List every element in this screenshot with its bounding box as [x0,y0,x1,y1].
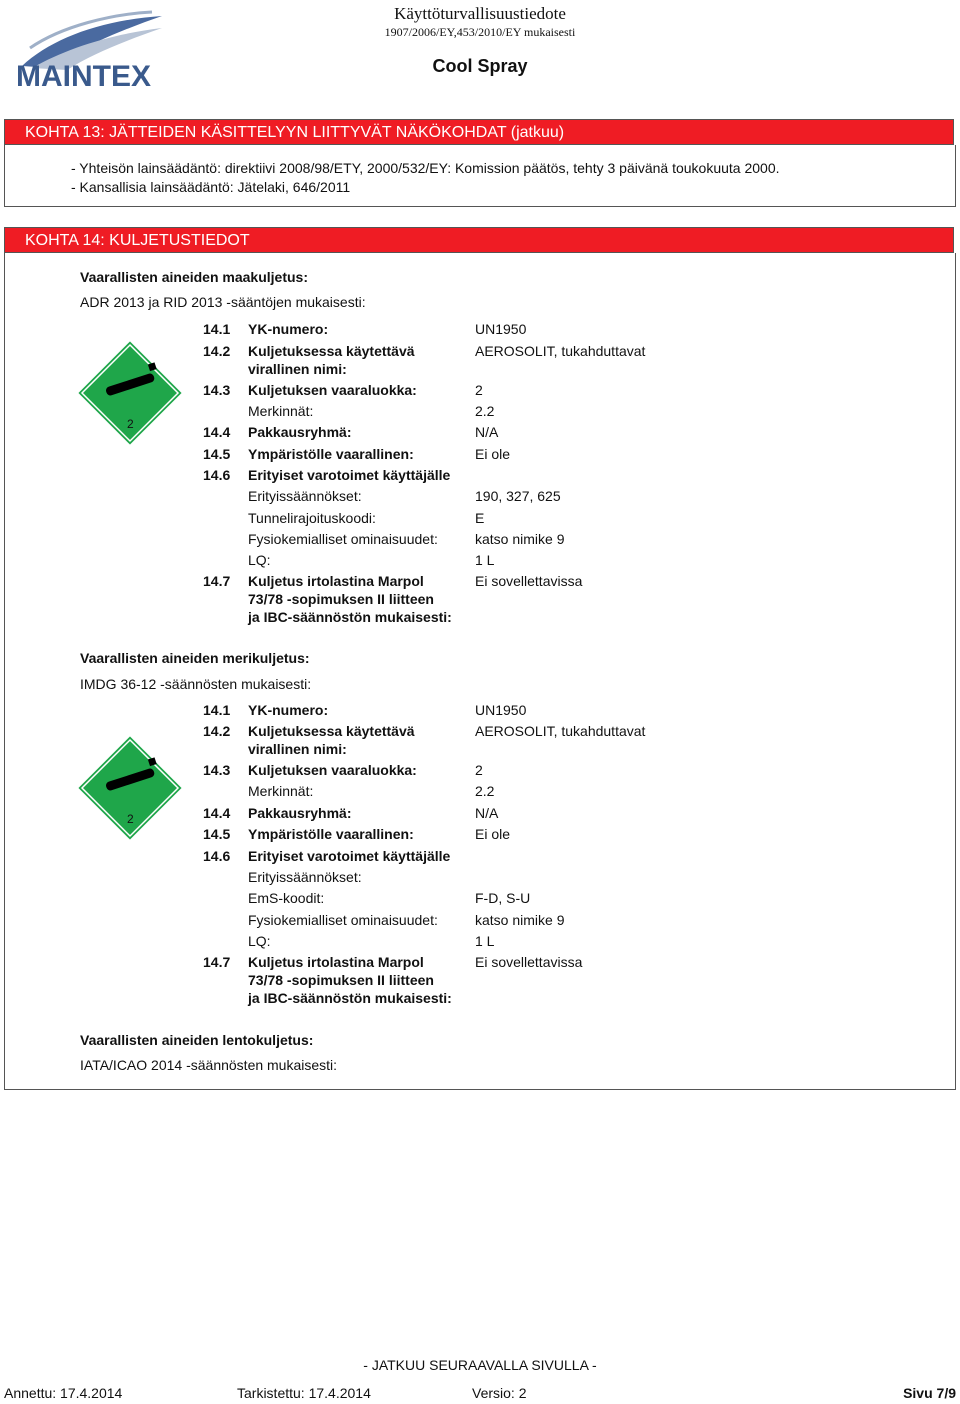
shipping-name-value: AEROSOLIT, tukahduttavat [475,343,646,359]
item-number: 14.4 [203,424,231,440]
section-14-banner: KOHTA 14: KULJETUSTIEDOT [4,227,954,253]
physchem-value: katso nimike 9 [475,531,565,547]
version: Versio: 2 [472,1385,527,1401]
labels-value: 2.2 [475,783,495,799]
bulk-transport-value: Ei sovellettavissa [475,573,583,589]
bulk-transport-label: Kuljetus irtolastina Marpol [248,573,424,589]
special-provisions-label: Erityissäännökset: [248,488,362,504]
un-number-label: YK-numero: [248,702,329,718]
section-13-banner: KOHTA 13: JÄTTEIDEN KÄSITTELYYN LIITTYVÄT NÄKÖKOHDAT (jatkuu) [4,119,954,145]
section-13-box [4,145,956,207]
road-subheading: ADR 2013 ja RID 2013 -sääntöjen mukaisesti: [80,294,366,310]
revised-date: Tarkistettu: 17.4.2014 [237,1385,371,1401]
item-number: 14.3 [203,382,231,398]
document-title: Käyttöturvallisuustiedote [394,4,566,23]
physchem-label: Fysiokemialliset ominaisuudet: [248,912,438,928]
item-number: 14.1 [203,702,231,718]
issued-date: Annettu: 17.4.2014 [4,1385,123,1401]
packing-group-value: N/A [475,424,499,440]
environment-hazard-value: Ei ole [475,446,511,462]
special-provisions-label: Erityissäännökset: [248,869,362,885]
road-heading: Vaarallisten aineiden maakuljetus: [80,269,308,285]
hazard-class-label: Kuljetuksen vaaraluokka: [248,762,417,778]
item-number: 14.5 [203,826,231,842]
item-number: 14.7 [203,954,231,970]
labels-value: 2.2 [475,403,495,419]
bulk-transport-label: Kuljetus irtolastina Marpol [248,954,424,970]
shipping-name-label-2: virallinen nimi: [248,361,347,377]
hazard-label-number: 2 [127,812,134,826]
sea-heading: Vaarallisten aineiden merikuljetus: [80,650,310,666]
bulk-transport-value: Ei sovellettavissa [475,954,583,970]
tunnel-code-value: E [475,510,485,526]
special-precautions-label: Erityiset varotoimet käyttäjälle [248,848,451,864]
lq-value: 1 L [475,933,495,949]
packing-group-value: N/A [475,805,499,821]
physchem-value: katso nimike 9 [475,912,565,928]
lq-label: LQ: [248,933,271,949]
hazard-class-label: Kuljetuksen vaaraluokka: [248,382,417,398]
special-provisions-value: 190, 327, 625 [475,488,561,504]
bulk-transport-label-3: ja IBC-säännöstön mukaisesti: [248,609,452,625]
continues-note: - JATKUU SEURAAVALLA SIVULLA - [363,1357,597,1373]
item-number: 14.5 [203,446,231,462]
item-number: 14.2 [203,343,231,359]
bulk-transport-label-3: ja IBC-säännöstön mukaisesti: [248,990,452,1006]
un-number-value: UN1950 [475,702,527,718]
ems-codes-label: EmS-koodit: [248,890,325,906]
item-number: 14.7 [203,573,231,589]
product-name: Cool Spray [432,56,528,76]
bulk-transport-label-2: 73/78 -sopimuksen II liitteen [248,591,434,607]
page-number: Sivu 7/9 [903,1385,956,1401]
section-14-box [4,253,956,1090]
section-13-line-2: - Kansallisia lainsäädäntö: Jätelaki, 646/2011 [71,179,351,195]
packing-group-label: Pakkausryhmä: [248,805,352,821]
shipping-name-label: Kuljetuksessa käytettävä [248,343,415,359]
environment-hazard-value: Ei ole [475,826,511,842]
lq-label: LQ: [248,552,271,568]
packing-group-label: Pakkausryhmä: [248,424,352,440]
air-subheading: IATA/ICAO 2014 -säännösten mukaisesti: [80,1057,338,1073]
lq-value: 1 L [475,552,495,568]
maintex-logo [12,8,172,98]
un-number-value: UN1950 [475,321,527,337]
hazard-class-2-2-diamond-icon [75,733,185,843]
hazard-class-2-2-diamond-icon [75,338,185,448]
hazard-label-number: 2 [127,417,134,431]
ems-codes-value: F-D, S-U [475,890,531,906]
labels-label: Merkinnät: [248,403,314,419]
shipping-name-value: AEROSOLIT, tukahduttavat [475,723,646,739]
physchem-label: Fysiokemialliset ominaisuudet: [248,531,438,547]
item-number: 14.6 [203,848,231,864]
item-number: 14.6 [203,467,231,483]
item-number: 14.4 [203,805,231,821]
hazard-class-value: 2 [475,762,483,778]
air-heading: Vaarallisten aineiden lentokuljetus: [80,1032,314,1048]
regulation-reference: 1907/2006/EY,453/2010/EY mukaisesti [384,25,576,39]
brand-name: MAINTEX [16,60,151,93]
shipping-name-label-2: virallinen nimi: [248,741,347,757]
item-number: 14.1 [203,321,231,337]
item-number: 14.3 [203,762,231,778]
environment-hazard-label: Ympäristölle vaarallinen: [248,826,414,842]
un-number-label: YK-numero: [248,321,329,337]
tunnel-code-label: Tunnelirajoituskoodi: [248,510,376,526]
hazard-class-value: 2 [475,382,483,398]
special-precautions-label: Erityiset varotoimet käyttäjälle [248,467,451,483]
labels-label: Merkinnät: [248,783,314,799]
item-number: 14.2 [203,723,231,739]
shipping-name-label: Kuljetuksessa käytettävä [248,723,415,739]
sea-subheading: IMDG 36-12 -säännösten mukaisesti: [80,676,312,692]
section-13-line-1: - Yhteisön lainsäädäntö: direktiivi 2008/98/ETY, 2000/532/EY: Komission päätös, tehty 3 päivänä toukokuuta 2000. [71,160,780,176]
bulk-transport-label-2: 73/78 -sopimuksen II liitteen [248,972,434,988]
environment-hazard-label: Ympäristölle vaarallinen: [248,446,414,462]
